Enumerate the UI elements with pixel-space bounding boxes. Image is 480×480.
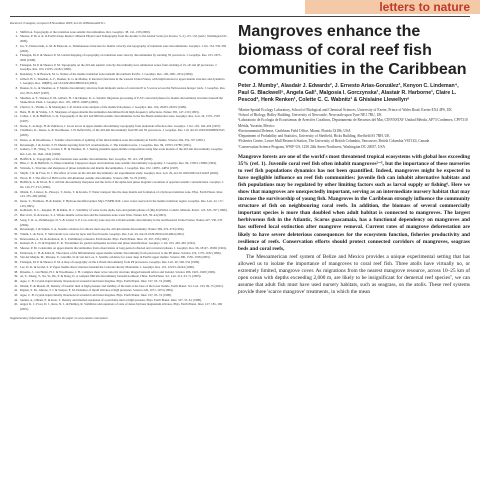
reference-number: 11.: [14, 109, 18, 114]
affiliation-line: ⁵Department of Probability and Statistics, University of Sheffield, Hicks Building, Sheffield S3 7RH, UK: [238, 134, 390, 139]
reference-text: Revenaugh, J. & Jordan, T. H. Mantle layering from ScS reverberations. 2. The transition zone. J. Geophys. Res. 96, 19763–19780 (1991).: [20, 142, 192, 147]
reference-text: Neele, F., de Regt, H. & VanDecar, J. Gross errors in upper-mantle discontinuity topography from underside reflection data. Geophys. J. Int. 129, 194–204 (1997).: [20, 123, 222, 128]
reference-text: Vinnik, L. & Farra, V. Subcratonic low-velocity layer and flood basalts. Geophys. Res. Lett. 29, doi:10.1029/2001GL014064 (2002).: [20, 231, 185, 236]
reference-number: 40.: [14, 278, 18, 283]
reference-text: Sheehan, A. F., Shearer, P. M., Gilbert, H. J. & Dueker, K. G. Seismic migration processing of P-SV converted phases for mantle discontinuity structure beneath the Snake River Plain. J. Geophys. Res. 105, 19055–19065 (2000).: [20, 95, 223, 105]
reference-number: 21.: [14, 170, 18, 175]
abstract: Mangrove forests are one of the world's most threatened tropical ecosystems with global loss exceeding 35% (ref. 1). Juvenile coral reef fish often inhabit mangroves²⁻⁵, but the importance of these nurseries to reef fish populations dynamics has not been quantified. Indeed, mangroves might be expected to have negligible influence on reef fish communities: juvenile fish can inhabit alternative habitats and fish populations may be regulated by other limiting factors such as larval supply or fishing⁶. Here we show that mangroves are unexpectedly important, serving as an intermediate nursery habitat that may increase the survivorship of young fish. Mangroves in the Caribbean strongly influence the community structure of fish on neighbouring coral reefs. In addition, the biomass of several commercially important species is more than doubled when adult habitat is connected to mangroves. The largest herbivorous fish in the Atlantic, Scarus guacamaia, has a functional dependency on mangroves and has suffered local extinction after mangrove removal. Current rates of mangrove deforestation are likely to have severe deleterious consequences for the ecosystem function, fisheries productivity and resilience of reefs. Conservation efforts should protect connected corridors of mangroves, seagrass beds and coral reefs,: [238, 153, 470, 252]
reference-text: Shearer, P. M. et al. in Earth's Deep Interior: Mineral Physics and Tomography from the Atomic to the Global Scale (ed. Karato, S.-I.) 115–132 (AGU, Washington DC, 2000).: [20, 34, 228, 44]
reference-number: 36.: [14, 260, 18, 265]
reference-number: 4.: [15, 53, 18, 58]
reference-text: Bercovici, D. & Karato, S.-I. Whole-mantle convection and the transition-zone water filter. Nature 425, 39–44 (2003).: [20, 213, 167, 218]
reference-text: Lee, D.-K. & Grand, S. P. Upper mantle shear structure beneath the Colorado Rocky Mountains. J. Geophys. Res. 101, 22233–22244 (1996).: [20, 264, 195, 269]
reference-number: 26.: [14, 208, 18, 213]
reference-text: Flanagan, M. P. & Shearer, P. M. Global mapping of topography on transition zone velocity discontinuities by stacking SS precursors. J. Geophys. Res. 103, 2673–2692 (1998).: [20, 53, 222, 62]
reference-number: 5.: [15, 62, 18, 67]
reference-item: [10, 77, 228, 86]
article-column: [238, 22, 470, 476]
reference-text: Deuss, A. & Woodhouse, J. Seismic observations of splitting of the mid-transition zone discontinuity in Earth's mantle. Science 294, 354–357 (2001).: [20, 137, 206, 142]
reference-text: Dziewonski, A. M. & Anderson, D. L. Preliminary reference Earth model. Phys. Earth Planet. Inter. 25, 297–356 (1981).: [20, 236, 170, 241]
reference-number: 38.: [14, 269, 18, 274]
reference-number: 25.: [14, 199, 18, 204]
reference-text: Gaherty, J. B., Wang, Y., Jordan, T. H. & Weidner, D. J. Testing plausible upper-mantle compositions using fine-scale models of the 410-km discontinuity. Geophys. Res. Lett. 26, 1641–1644 (1999).: [20, 147, 224, 156]
reference-number: 15.: [14, 137, 18, 142]
reference-item: [10, 63, 228, 72]
body-paragraph: The Mesoamerican reef system of Belize and Mexico provides a unique experimental setting that has allowed us to isolate the importance of mangroves to coral reef fish. Three atolls have virtually no, or extremely limited, mangrove cover. As migrations from the nearest mangrove resource, across 10–25 km of open ocean with depths exceeding 2,000 m, are likely to be insignificant for demersal reef species⁷, we can assume that adult fish must have used nursery habitats, such as seagrass, on the atolls. These reef systems provide three 'scarce mangrove' treatments, in which the mean: [238, 253, 470, 295]
reference-number: 42.: [14, 288, 18, 293]
reference-number: 13.: [14, 123, 18, 128]
reference-text: Smyth, J. R. & Frost, D. J. The effect of water on the 410-km discontinuity: An experimental study. Geophys. Res. Lett. 29, doi:10.1029/2001GL014418 (2002).: [20, 170, 219, 175]
reference-number: 14.: [14, 128, 18, 133]
reference-number: 44.: [14, 297, 18, 302]
reference-text: Angel, R. J., Frost, D. J., Ross, N. L. & Hemley, R. Stabilities and equations of state of dense hydrous magnesium silicates. Phys. Earth Planet. Inter. 127, 181–196 (2001).: [20, 302, 222, 312]
reference-text: Kohlstedt, D. L., Keppler, H. & Rubie, D. C. Solubility of water in the alpha, beta and gamma phases of (Mg,Fe)2SiO4. Contrib. Mineral. Petrol. 123, 345–357 (1996).: [20, 208, 228, 213]
reference-text: Helffrich, G. & Wood, B. J. 410 km discontinuity sharpness and the form of the alpha-beta phase diagram: resolution of apparent seismic contradictions. Geophys. J. Int. 126, F7–F12 (1996).: [20, 180, 225, 189]
reference-number: 37.: [14, 264, 18, 269]
reference-text: Estabrook, C. H. & Kind, R. The nature of the 660-kilometer upper-mantle seismic discontinuity from precursors to the PP phase. Science 274, 1179–1182 (1996).: [20, 250, 222, 255]
reference-number: 3.: [15, 43, 18, 48]
reference-list: [10, 30, 228, 312]
journal-banner: [0, 0, 480, 14]
reference-item: [10, 114, 228, 123]
reference-text: Chevrot, S., Vinnik, L. & Montagner, J.-P. Global-scale analysis of the mantle Pds phases. J. Geophys. Res. 104, 20203–20219 (1999).: [20, 104, 187, 109]
reference-number: 22.: [14, 175, 18, 180]
affiliation-line: ⁴Environmental Defense, Caribbean Field Office, Miami, Florida 33186, USA: [238, 128, 351, 133]
reference-text: Collier, J. D. & Helffrich, G. R. Topography of the 410 and 660 km seismic discontinuities in the Izu-Bonin subduction zone. Geophys. Res. Lett. 24, 1535–1538 (1997).: [20, 114, 220, 124]
reference-number: 17.: [14, 147, 18, 152]
reference-item: [10, 302, 228, 311]
reference-text: Inoue, T., Yurimoto, H. & Kudoh, Y. Hydrous modified spinel, Mg1.75SiH0.5O4: a new water reservoir in the mantle transition region. Geophys. Res. Lett. 22, 117–120 (1995).: [20, 199, 225, 208]
reference-number: 30.: [14, 231, 18, 236]
reference-text: Flanagan, M. P. & Shearer, P. M. Topography on the 410-km seismic velocity discontinuity near subduction zones from stacking of sS, sP, and pP precursors. J. Geophys. Res. 103, 21165–21182 (1998).: [20, 62, 218, 72]
affiliation-line: ⁶Fisheries Centre, Lower Mall Research Station, The University of British Columbia, Vancouver, British Columbia V6T1Z4, Canada: [238, 139, 430, 144]
reference-number: 29.: [14, 227, 18, 232]
reference-column: [10, 20, 228, 476]
reference-number: 24.: [14, 189, 18, 194]
affiliation-line: ²School of Biology, Ridley Building, University of Newcastle, Newcastle upon Tyne NE1 7RU, UK: [238, 112, 382, 117]
reference-text: Rigden, S. M., Ahrens, T. J. & Stolper, E. M. Densities of liquid silicates at high pressures. Science 226, 1071–1074 (1984).: [20, 288, 174, 293]
reference-number: 9.: [15, 95, 18, 100]
reference-number: 23.: [14, 180, 18, 185]
reference-number: 28.: [14, 217, 18, 222]
reference-item: [10, 53, 228, 62]
reference-text: Revenaugh, J. & Sipkin, S. A. Seismic evidence for silicate melt atop the 410-km mantle discontinuity. Nature 369, 474–476 (1994).: [20, 227, 185, 232]
affiliation-list: [238, 108, 470, 150]
reference-text: Chambers, K., Deuss, A. & Woodhouse, J. H. Reflectivity of the 410-km discontinuity from PP and SS precursors. J. Geophys. Res. 110, doi:10.1029/2004JB003345 (2005).: [20, 128, 225, 138]
reference-item: [10, 180, 228, 189]
reference-text: Dueker, K. G. & Sheehan, A. F. Mantle discontinuity structure from midpoint stacks of converted P to S waves across the Yellowstone hotspot track. J. Geophys. Res. 102, 8313–8327 (1997).: [20, 86, 226, 95]
reference-number: 27.: [14, 213, 18, 218]
reference-text: Flanagan, M. P. & Shearer, P. M. A map of topography on the 410-km discontinuity from PP precursors. Geophys. Res. Lett. 26, 549–552 (1999).: [20, 260, 200, 265]
reference-text: Rondenay, S. & Bostock, M. G. Nature of the mantle transition zone beneath the northern Pacific. J. Geophys. Res. 109, 2001–2014 (2004).: [20, 72, 194, 77]
reference-text: Shiffrin A. Topography of the transition zone seismic discontinuities. Rev. Geophys. 38, 141–158 (2000).: [20, 29, 151, 34]
reference-text: Stixrude, L. Structure and sharpness of phase transitions and mantle discontinuities. J. Geophys. Res. 102, 14835–14852 (1997).: [20, 166, 179, 171]
affiliation-line: ¹Marine Spatial Ecology Laboratory, School of Biological and Chemical Sciences, University of Exeter, Prince of Wales Road, Exeter EX4 4PS, UK: [238, 107, 452, 112]
affiliation-line: ⁷Conservation Science Program, WWF-US, 1250 24th Street Northwest, Washington DC 20037, USA: [238, 144, 386, 149]
reference-number: 19.: [14, 161, 18, 166]
reference-text: Song, T.-R. A., Helmberger, D. V. & Grand, S. P. Low-velocity zone atop the 410-km seismic discontinuity in the northwestern United States. Nature 427, 530–533 (2004).: [20, 217, 223, 227]
reference-number: 6.: [15, 72, 18, 77]
reference-number: 18.: [14, 156, 18, 161]
reference-number: 1.: [15, 29, 18, 34]
article-title: Mangroves enhance the biomass of coral reef fish communities in the Caribbean: [238, 23, 467, 78]
reference-text: Ritsema, J., van Heijst, H. J. & Woodhouse, J. H. Complex shear wave velocity structure imaged beneath Africa and Iceland. Science 286, 1925–1928 (1999).: [20, 269, 216, 274]
reference-number: 43.: [14, 293, 18, 298]
reference-text: Shearer, P. M. Constraints on upper mantle discontinuities from observations of long-period reflected and converted phases. J. Geophys. Res. 96, 18147–18182 (1991).: [20, 246, 227, 251]
reference-text: Bina, C. R. & Helffrich, G. Phase transition Clapeyron slopes and transition zone seismic discontinuity topography. J. Geophys. Res. 99, 15853–15860 (1994).: [20, 161, 217, 166]
reference-number: 7.: [15, 76, 18, 81]
reference-text: Gu, Y., Dziewonski, A. M. & Ekstrom, G. Simultaneous inversion for mantle velocity and topography of transition zone discontinuities. Geophys. J. Int. 154, 559–583 (2003).: [20, 43, 227, 53]
reference-item: [10, 86, 228, 95]
reference-number: 2.: [15, 34, 18, 39]
author-list: Peter J. Mumby¹, Alasdair J. Edwards², J. Ernesto Arias-González³, Kenyon C. Lindeman⁴, Paul G. Blackwell⁵, Angela Gall¹, Malgosia I. Gorczynska¹, Alastair R. Harborne¹, Claire L. Pescod², Henk Renken¹, Colette C. C. Wabnitz¹ & Ghislaine Llewellyn⁶: [238, 83, 459, 104]
reference-item: [10, 128, 228, 137]
header-rule: [10, 16, 470, 17]
reference-text: Van der Meijde, M., Marone, F., Giardini, D. & van der Lee, S. Seismic evidence for water deep in Earth's upper mantle. Science 300, 1556–1558 (2003).: [20, 255, 211, 260]
reference-item: [10, 199, 228, 208]
reference-text: Wood, B. J. The effect of H2O on the 410-kilometer seismic discontinuity. Science 268, 74–76 (1995).: [20, 175, 148, 180]
received-line: Received 13 August; accepted 18 November 2003; doi:10.1038/nature02311.: [10, 21, 106, 25]
reference-text: Agee, C. B. Crystal-liquid density inversions in terrestrial and lunar magmas. Phys. Earth Planet. Inter. 107, 63–74 (1998).: [20, 278, 172, 283]
reference-number: 34.: [14, 250, 18, 255]
reference-text: Agee, C. B. Crystal-liquid density inversions in terrestrial and lunar magmas. Phys. Earth Planet. Inter. 107, 63–74 (1998).: [20, 293, 172, 298]
reference-number: 32.: [14, 241, 18, 246]
reference-item: [10, 96, 228, 105]
reference-item: [10, 218, 228, 227]
reference-number: 41.: [14, 283, 18, 288]
reference-number: 10.: [14, 104, 18, 109]
reference-text: Kennett, B. L. N. & Engdahl, E. R. Traveltimes for global earthquake location and phase identification. Geophys. J. Int. 105, 429–465 (1991).: [20, 241, 196, 246]
reference-text: Ohtani, E., Litasov, K., Hosoya, T., Kubo, T. & Kondo, T. Water transport into the deep mantle and formation of a hydrous transition zone. Phys. Earth Planet. Inter. 143, 255–269 (2004).: [20, 189, 223, 199]
reference-number: 45.: [14, 302, 18, 307]
reference-item: [10, 190, 228, 199]
reference-text: Ohtani, E. & Maeda, M. Density of basaltic melt at high pressure and stability of the melt at the base of the lower mantle. Earth Planet. Sci. Lett. 193, 69–75 (2001).: [20, 283, 224, 288]
reference-number: 33.: [14, 246, 18, 251]
reference-text: Ai, Y., Zheng, T., Xu, W., He, Y. & Dong, D. A complex 660 km discontinuity beneath northeast China. Earth Planet. Sci. Lett. 212, 63–71 (2003).: [20, 274, 202, 279]
journal-section-name: letters to nature: [379, 0, 470, 14]
reference-number: 12.: [14, 114, 18, 119]
reference-number: 16.: [14, 142, 18, 147]
supplementary-note: Supplementary Information accompanies the paper on www.nature.com/nature.: [10, 315, 109, 320]
reference-item: [10, 147, 228, 156]
affiliation-line: ³Laboratorio de Ecología de Ecosistemas de Arrecifes Coralinos, Departamento de Recursos del Mar, CINVESTAV Unidad Mérida, AP73 Cordemex, CP97310 Mérida, Yucatán, Mexico: [238, 118, 468, 128]
reference-item: [10, 44, 228, 53]
reference-number: 31.: [14, 236, 18, 241]
reference-number: 8.: [15, 86, 18, 91]
reference-text: Gilbert, H. J., Sheehan, A. F., Dueker, K. G. & Molnar, P. Receiver functions in the western United States, with implications for upper mantle structure and dynamics. J. Geophys. Res. 108(B5), doi:10.1029/2001JB001194 (2003).: [20, 76, 226, 86]
reference-text: Suzuki, A., Ohtani, E. & Kato, T. Density and thermal expansion of a peridotite melt at high pressure. Phys. Earth Planet. Inter. 107, 53–61 (1998).: [20, 297, 202, 302]
reference-number: 20.: [14, 166, 18, 171]
reference-number: 39.: [14, 274, 18, 279]
reference-number: 35.: [14, 255, 18, 260]
reference-item: [10, 34, 228, 43]
reference-text: Helffrich, G. Topography of the transition zone seismic discontinuities. Rev. Geophys. 38, 141–158 (2000).: [20, 156, 153, 161]
reference-text: Benz, H. M. & Vidale, J. E. Sharpness of upper-mantle discontinuities determined from high-frequency reflections. Nature 365, 147–150 (1993).: [20, 109, 200, 114]
